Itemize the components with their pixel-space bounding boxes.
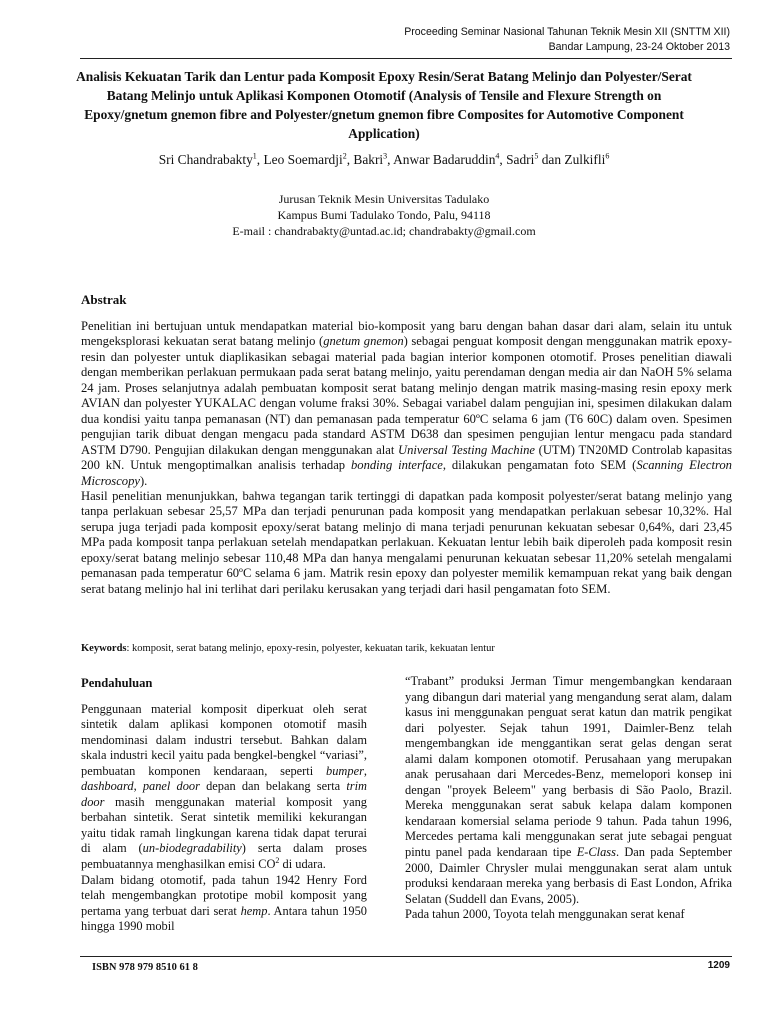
author: Sadri$^5$ dan bbox=[506, 151, 565, 167]
affiliation-email: E-mail : chandrabakty@untad.ac.id; chandrabakty@gmail.com bbox=[232, 224, 536, 238]
affiliation-address: Kampus Bumi Tadulako Tondo, Palu, 94118 bbox=[277, 208, 491, 222]
header-line-1: Proceeding Seminar Nasional Tahunan Teknik Mesin XII (SNTTM XII) bbox=[404, 26, 730, 38]
author: Bakri$^3$, bbox=[353, 151, 394, 167]
author: Anwar Badaruddin$^4$, bbox=[393, 151, 507, 167]
author: Zulkifli$^6$ bbox=[564, 151, 610, 167]
header-line-2: Bandar Lampung, 23-24 Oktober 2013 bbox=[548, 41, 730, 53]
running-header bbox=[270, 25, 730, 55]
affiliation bbox=[72, 191, 696, 239]
right-column bbox=[405, 674, 732, 923]
abstract-paragraph-1: Penelitian ini bertujuan untuk mendapatkan material bio-komposit yang baru dengan bahan dasar dari alam, selain itu untuk mengeksplorasi kekuatan serat batang melinjo (gnetum gnemon) sebagai penguat komposit dengan menggunakan matrik epoxy-resin dan polyester untuk diaplikasikan sebagai material pada bagian interior komponen otomotif. Proses penelitian diawali dengan memberikan perlakuan permukaan pada serat batang melinjo, yaitu perendaman dengan media air dan NaOH 5% selama 24 jam. Proses selanjutnya adalah pembuatan komposit serat batang melinjo dengan matrik masing-masing resin epoxy merk AVIAN dan polyester YUKALAC dengan volume fraksi 30%. Sebagai variabel dalam pengujian ini, spesimen dilakukan dalam dua kondisi yaitu tanpa pemanasan (NT) dan pemanasan pada temperatur 60ºC selama 6 jam (T6 60C) dalam oven. Spesimen pengujian tarik dibuat dengan mengacu pada standard ASTM D638 dan spesimen pengujian lentur mengacu pada standard ASTM D790. Pengujian dilakukan dengan menggunakan alat Universal Testing Machine (UTM) TN20MD Controlab kapasitas 200 kN. Untuk mengoptimalkan analisis terhadap bonding interface, dilakukan pengamatan foto SEM (Scanning Electron Microscopy). bbox=[81, 319, 732, 488]
keywords bbox=[81, 643, 732, 654]
author: Leo Soemardji$^2$, bbox=[263, 151, 354, 167]
footer-rule bbox=[80, 956, 732, 957]
intro-paragraph-1: Penggunaan material komposit diperkuat oleh serat sintetik dalam aplikasi komponen otomotif masih mendominasi dalam industri tersebut. Bahkan dalam skala industri kecil yaitu pada bengkel-bengkel “variasi”, pembuatan komponen kendaraan, seperti bumper, dashboard, panel door depan dan belakang serta trim door masih menggunakan material komposit yang berbahan sintetik. Serat sintetik memiliki kekurangan yaitu tidak ramah lingkungan karena tidak dapat terurai di alam (un-biodegradability) serta dalam proses pembuatannya menghasilkan emisi $CO^2$ di udara. bbox=[81, 701, 367, 872]
header-rule bbox=[80, 58, 732, 59]
section-heading: Pendahuluan bbox=[81, 676, 153, 690]
paper-title: Analisis Kekuatan Tarik dan Lentur pada Komposit Epoxy Resin/Serat Batang Melinjo dan Polyester/Serat Batang Melinjo untuk Aplikasi Komponen Otomotif (Analysis of Tensile and Flexure Strength on Epoxy/gnetum gnemon fibre and Polyester/gnetum gnemon fibre Composites for Automotive Component Application) bbox=[76, 69, 692, 141]
affiliation-department: Jurusan Teknik Mesin Universitas Tadulako bbox=[278, 192, 490, 206]
abstract-paragraph-2: Hasil penelitian menunjukkan, bahwa tegangan tarik tertinggi di dapatkan pada komposit polyester/serat batang melinjo yang tanpa perlakuan sebesar 25,57 MPa dan terjadi penurunan pada komposit yang mendapatkan perlakuan sebesar 10,32%. Hal serupa juga terjadi pada komposit epoxy/serat batang melinjo di mana terjadi penurunan kekuatan sebesar 0,64%, dari 23,45 MPa pada komposit tanpa perlakuan setelah mendapatkan perlakuan. Kekuatan lentur lebih baik diperoleh pada komposit resin epoxy/serat batang melinjo sebesar 110,48 MPa dan hanya mengalami penurunan kekuatan sebesar 11,20% setelah mengalami pemanasan pada temperatur 60ºC selama 6 jam. Matrik resin epoxy dan polyester memilik kemampuan rekat yang baik dengan serat batang melinjo hal ini terlihat dari perilaku kerusakan yang terjadi dari hasil pengamatan foto SEM. bbox=[81, 488, 732, 596]
keywords-label: Keywords bbox=[81, 643, 127, 654]
intro-paragraph-2: Dalam bidang otomotif, pada tahun 1942 Henry Ford telah mengembangkan prototipe mobil komposit yang pertama yang terbuat dari serat hemp. Antara tahun 1950 hingga 1990 mobil bbox=[81, 872, 367, 934]
keywords-text: : komposit, serat batang melinjo, epoxy-resin, polyester, kekuatan tarik, kekuatan lentur bbox=[126, 643, 495, 654]
intro-paragraph-3: “Trabant” produksi Jerman Timur mengembangkan kendaraan yang dibangun dari material yang mengandung serat alam, dalam kasus ini menggunakan penguat serat katun dan matrik pengikat dari polyester. Sejak tahun 1991, Daimler-Benz telah mengembangkan ide menggantikan serat gelas dengan serat alami dalam komponen otomotif. Perusahaan yang merupakan anak perusahaan dari Mercedes-Benz, memelopori konsep ini dengan "proyek Beleem" yang berbasis di São Paolo, Brazil. Mereka menggunakan serat sabuk kelapa dalam komponen kendaraan komersial selama periode 9 tahun. Pada tahun 1996, Mercedes pertama kali menggunakan serat jute sebagai penguat pintu panel pada kendaraan tipe E-Class. Dan pada September 2000, Daimler Chrysler mulai menggunakan serat alam untuk produksi kendaraan mereka yang berbasis di East London, Afrika Selatan (Suddell dan Evans, 2005). bbox=[405, 674, 732, 906]
left-column bbox=[81, 676, 367, 935]
author-list bbox=[72, 152, 696, 168]
page-number: 1209 bbox=[707, 960, 730, 971]
isbn: ISBN 978 979 8510 61 8 bbox=[92, 962, 198, 973]
abstract-heading: Abstrak bbox=[81, 292, 127, 307]
author: Sri Chandrabakty$^1$, bbox=[158, 151, 264, 167]
intro-paragraph-4: Pada tahun 2000, Toyota telah menggunakan serat kenaf bbox=[405, 907, 685, 922]
abstract-body bbox=[81, 319, 732, 597]
